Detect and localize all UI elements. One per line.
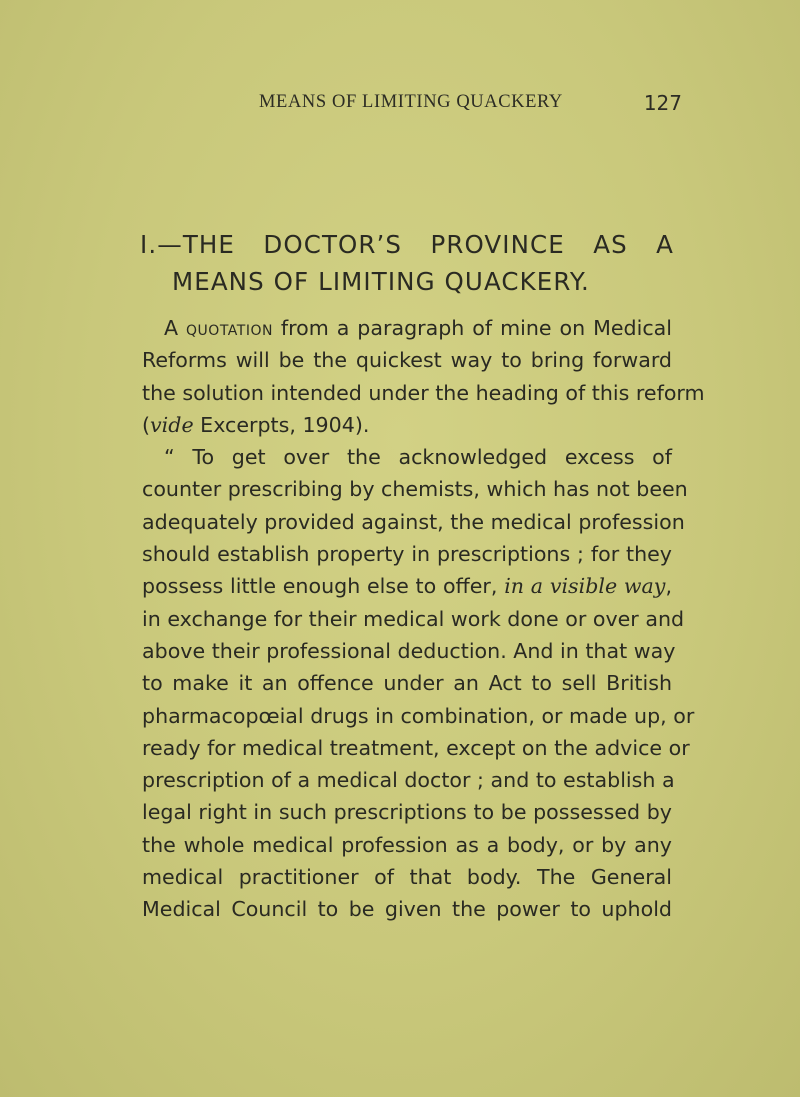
text-line-11: above their professional deduction. And in that way xyxy=(142,638,676,663)
heading-line-1: I.—THE DOCTOR’S PROVINCE AS A xyxy=(140,230,674,259)
text-line-2: Reforms will be the quickest way to bring forward xyxy=(142,348,672,373)
text-line-7: adequately provided against, the medical profession xyxy=(142,509,685,534)
text-line-8: should establish property in prescriptions ; for they xyxy=(142,542,672,567)
text-line-16: legal right in such prescriptions to be possessed by xyxy=(142,800,672,825)
text-line-3: the solution intended under the heading of this reform xyxy=(142,380,705,405)
text-line-14: ready for medical treatment, except on the advice or xyxy=(142,735,690,760)
drop-letter: A xyxy=(164,316,179,340)
text-line-17: the whole medical profession as a body, or by any xyxy=(142,832,672,857)
italic-vide: vide xyxy=(150,412,194,437)
italic-visible-way: in a visible way xyxy=(504,574,666,599)
text-line-5: “ To get over the acknowledged excess of xyxy=(164,445,672,470)
text-line-13: pharmacopœial drugs in combination, or made up, or xyxy=(142,703,695,728)
text-line-4-rest: Excerpts, 1904). xyxy=(193,412,370,437)
text-line-9-start: possess little enough else to offer, xyxy=(142,574,505,599)
page-number: 127 xyxy=(643,91,682,115)
text-line-15: prescription of a medical doctor ; and to establish a xyxy=(142,768,675,793)
text-line-1 xyxy=(142,312,672,344)
text-line-9-end: , xyxy=(665,574,672,599)
small-caps-word: quotation xyxy=(186,316,273,340)
text-line-19: Medical Council to be given the power to uphold xyxy=(142,897,672,922)
running-title: MEANS OF LIMITING QUACKERY xyxy=(259,92,563,112)
text-line-18: medical practitioner of that body. The General xyxy=(142,865,672,890)
heading-line-2: MEANS OF LIMITING QUACKERY. xyxy=(172,267,590,296)
text-line-6: counter prescribing by chemists, which has not been xyxy=(142,477,688,502)
body-text xyxy=(142,312,705,926)
text-line-9 xyxy=(142,570,672,602)
text-line-1-rest: from a paragraph of mine on Medical xyxy=(280,316,672,340)
text-line-12: to make it an offence under an Act to sell British xyxy=(142,671,672,696)
running-header xyxy=(259,92,682,118)
chapter-heading xyxy=(140,226,674,300)
paren-open: ( xyxy=(142,412,151,437)
text-line-10: in exchange for their medical work done or over and xyxy=(142,606,685,631)
text-line-4 xyxy=(142,409,672,441)
